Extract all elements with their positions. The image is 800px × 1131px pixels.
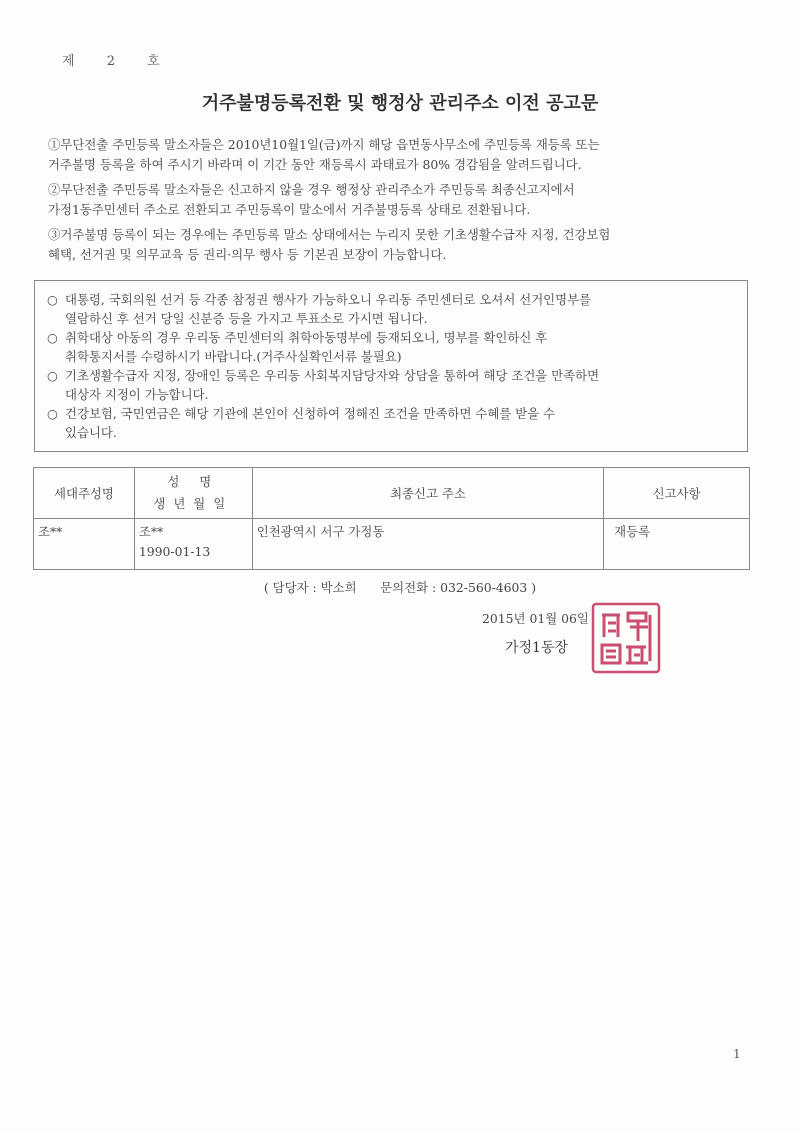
notice-line: 열람하신 후 선거 당일 신분증 등을 가지고 투표소로 가시면 됩니다.	[65, 311, 428, 326]
paragraph-line: ②무단전출 주민등록 말소자들은 신고하지 않을 경우 행정상 관리주소가 주민등록 최종신고지에서	[48, 182, 575, 197]
contact-info: ( 담당자 : 박소희 문의전화 : 032-560-4603 )	[263, 580, 537, 595]
report-header: 신고사항	[604, 468, 750, 519]
page-title: 거주불명등록전환 및 행정상 관리주소 이전 공고문	[201, 93, 599, 114]
address-value: 인천광역시 서구 가정동	[256, 524, 385, 539]
issue-date: 2015년 01월 06일	[482, 611, 589, 626]
birth-value: 1990-01-13	[138, 544, 211, 559]
circle-bullet-icon: ○	[47, 406, 58, 421]
name-birth-header	[134, 468, 252, 519]
circle-bullet-icon: ○	[47, 330, 58, 345]
circle-bullet-icon: ○	[47, 292, 58, 307]
paragraph-line: 혜택, 선거권 및 의무교육 등 권리·의무 행사 등 기본권 보장이 가능합니다.	[48, 247, 447, 262]
paragraph-2	[48, 180, 748, 220]
paragraph-1	[48, 135, 748, 175]
notice-line: 기초생활수급자 지정, 장애인 등록은 우리동 사회복지담당자와 상담을 통하여 해당 조건을 만족하면	[65, 368, 600, 383]
circle-bullet-icon: ○	[47, 368, 58, 383]
report-cell	[604, 519, 750, 570]
notice-line: 대상자 지정이 가능합니다.	[65, 387, 209, 402]
paragraph-line: ③거주불명 등록이 되는 경우에는 주민등록 말소 상태에서는 누리지 못한 기초생활수급자 지정, 건강보험	[48, 227, 611, 242]
paragraph-line: ①무단전출 주민등록 말소자들은 2010년10월1일(금)까지 해당 읍면동사무소에 주민등록 재등록 또는	[48, 137, 600, 152]
name-birth-cell	[134, 519, 252, 570]
paragraph-line: 가정1동주민센터 주소로 전환되고 주민등록이 말소에서 거주불명등록 상태로 전환됩니다.	[48, 202, 531, 217]
name-header: 성 명	[167, 474, 220, 489]
householder-value: 조**	[38, 524, 63, 539]
birth-header: 생년월일	[153, 496, 234, 511]
notice-line: 건강보험, 국민연금은 해당 기관에 본인이 신청하여 정해진 조건을 만족하면 수혜를 받을 수	[65, 406, 556, 421]
householder-cell	[34, 519, 135, 570]
address-header: 최종신고 주소	[252, 468, 603, 519]
page-number: 1	[733, 1047, 741, 1061]
notice-line: 취학대상 아동의 경우 우리동 주민센터의 취학아동명부에 등재되오니, 명부를 확인하신 후	[65, 330, 548, 345]
paragraph-3	[48, 225, 748, 265]
official-seal-icon	[590, 601, 662, 675]
report-value: 재등록	[614, 524, 651, 539]
notice-line: 취학통지서를 수령하시기 바랍니다.(거주사실확인서류 불필요)	[65, 349, 402, 364]
table-row	[34, 519, 750, 570]
registration-table	[33, 467, 750, 570]
address-cell	[252, 519, 603, 570]
document-number: 제 2 호	[62, 54, 174, 69]
paragraph-line: 거주불명 등록을 하여 주시기 바라며 이 기간 동안 재등록시 과태료가 80% 경감됨을 알려드립니다.	[48, 157, 582, 172]
notice-line: 있습니다.	[65, 425, 117, 440]
notice-line: 대통령, 국회의원 선거 등 각종 참정권 행사가 가능하오니 우리동 주민센터로 오셔서 선거인명부를	[65, 292, 592, 307]
notice-box	[34, 280, 748, 452]
name-birth-values	[135, 519, 252, 565]
table-header-row	[34, 468, 750, 519]
householder-header: 세대주성명	[34, 468, 135, 519]
issuing-office: 가정1동장	[505, 640, 569, 656]
name-value: 조**	[138, 524, 164, 539]
